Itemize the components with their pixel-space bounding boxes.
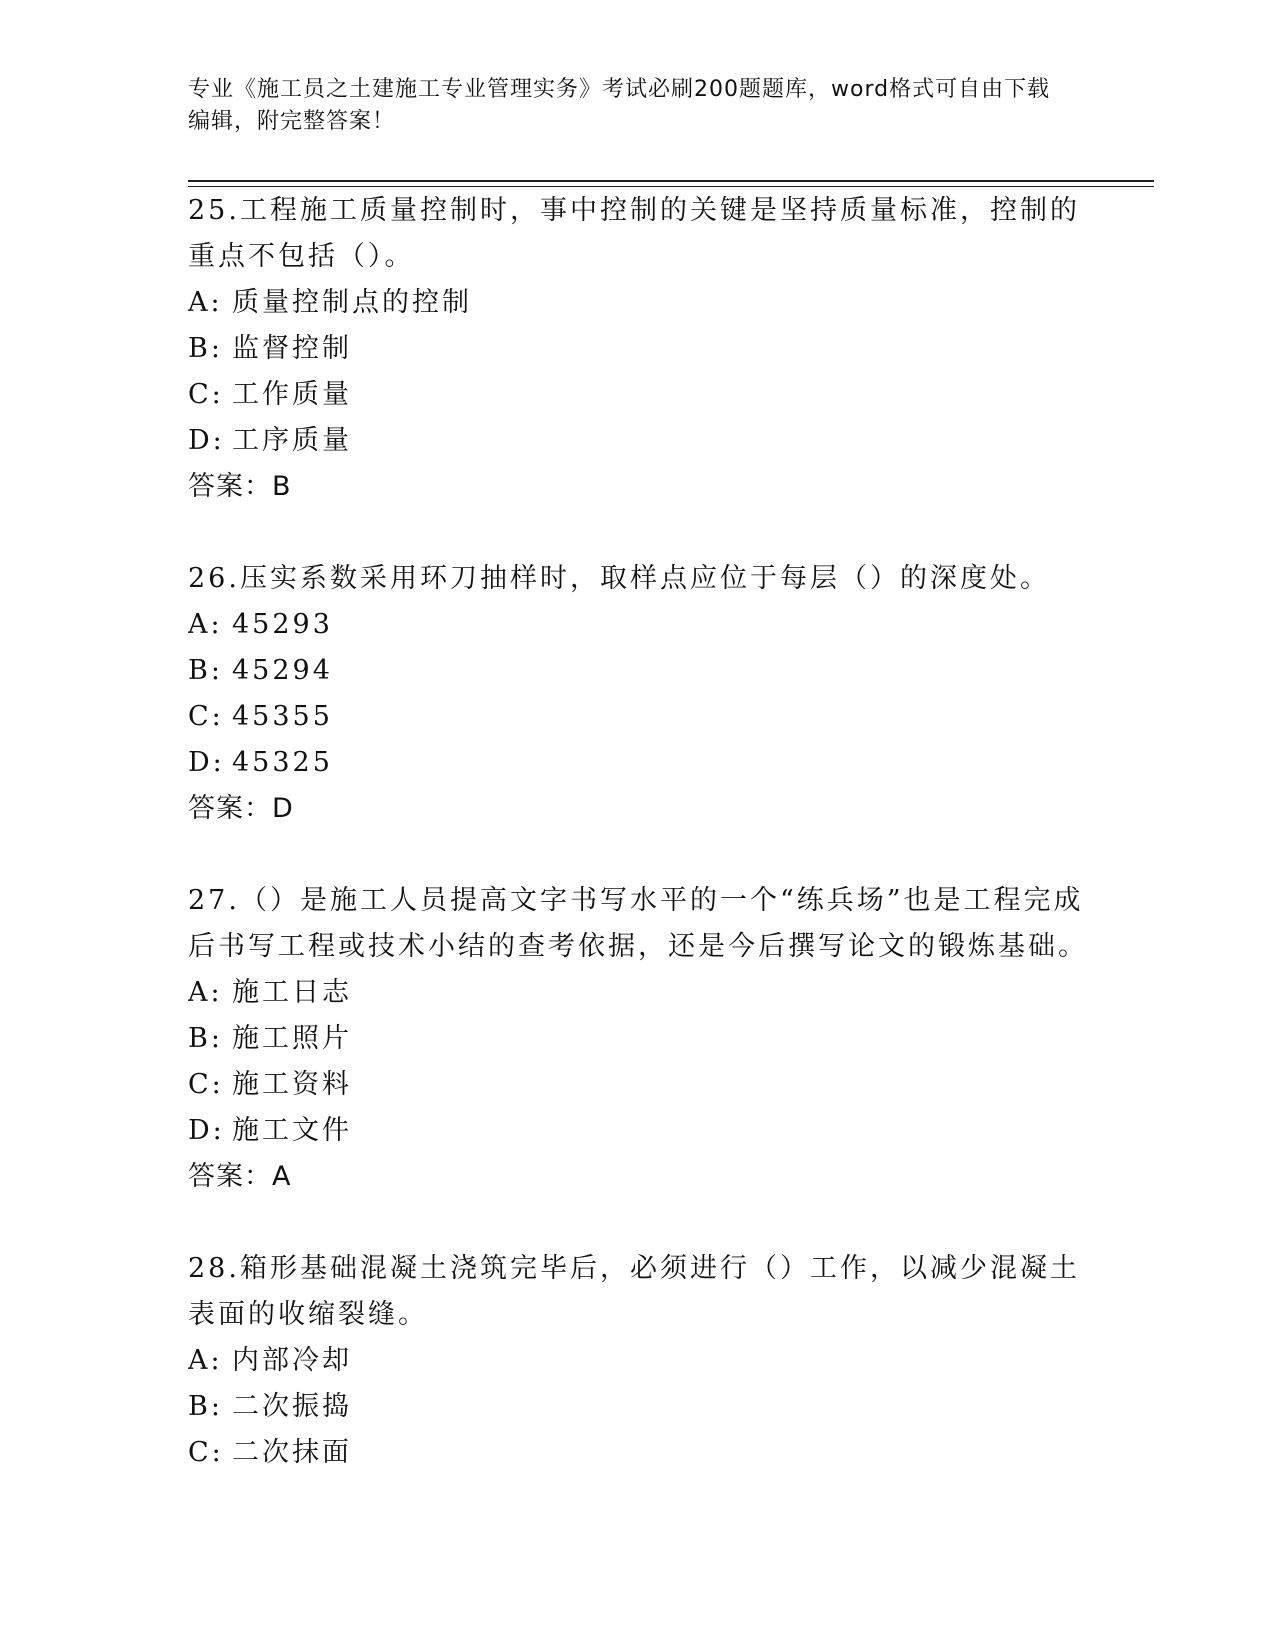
option-a: [188, 602, 1088, 648]
option-d: [188, 1108, 1088, 1154]
option-d: [188, 740, 1088, 786]
option-letter: A:: [188, 609, 223, 640]
option-letter: D:: [188, 425, 225, 456]
question-stem: 25.工程施工质量控制时，事中控制的关键是坚持质量标准，控制的重点不包括（）。: [188, 195, 1080, 272]
question-list: [188, 188, 1088, 1522]
question-stem: 27.（）是施工人员提高文字书写水平的一个“练兵场”也是工程完成后书写工程或技术小结的查考依据，还是今后撰写论文的锻炼基础。: [188, 885, 1088, 962]
answer-line: 答案：A: [188, 1161, 292, 1192]
option-letter: C:: [188, 1437, 224, 1468]
option-b: [188, 1016, 1088, 1062]
question-27: [188, 878, 1088, 1200]
option-c: [188, 1062, 1088, 1108]
option-text: 质量控制点的控制: [232, 287, 472, 318]
option-text: 监督控制: [232, 333, 352, 364]
option-a: [188, 970, 1088, 1016]
option-text: 内部冷却: [232, 1345, 352, 1376]
option-letter: A:: [188, 287, 223, 318]
option-b: [188, 1384, 1088, 1430]
header-rule-thick: [188, 180, 1154, 182]
option-d: [188, 418, 1088, 464]
option-text: 工作质量: [232, 379, 352, 410]
option-letter: A:: [188, 977, 223, 1008]
question-28: [188, 1246, 1088, 1476]
document-header: 专业《施工员之土建施工专业管理实务》考试必刷200题题库，word格式可自由下载编辑，附完整答案！: [188, 77, 1051, 134]
option-c: [188, 694, 1088, 740]
option-text: 施工日志: [232, 977, 352, 1008]
question-26: [188, 556, 1088, 832]
option-b: [188, 326, 1088, 372]
option-letter: D:: [188, 1115, 225, 1146]
option-a: [188, 1338, 1088, 1384]
option-c: [188, 372, 1088, 418]
option-letter: C:: [188, 701, 224, 732]
answer-line: 答案：D: [188, 793, 294, 824]
option-letter: B:: [188, 1023, 223, 1054]
option-letter: C:: [188, 1069, 224, 1100]
option-text: 二次抹面: [232, 1437, 352, 1468]
option-text: 施工资料: [232, 1069, 352, 1100]
option-text: 45293: [232, 609, 333, 640]
option-letter: B:: [188, 655, 223, 686]
option-text: 45294: [232, 655, 333, 686]
option-letter: D:: [188, 747, 225, 778]
answer-line: 答案：B: [188, 471, 292, 502]
question-stem: 28.箱形基础混凝土浇筑完毕后，必须进行（）工作，以减少混凝土表面的收缩裂缝。: [188, 1253, 1080, 1330]
header-rule-thin: [188, 186, 1154, 187]
option-text: 45325: [232, 747, 333, 778]
option-text: 45355: [232, 701, 333, 732]
question-25: [188, 188, 1088, 510]
option-text: 二次振捣: [232, 1391, 352, 1422]
option-b: [188, 648, 1088, 694]
question-stem: 26.压实系数采用环刀抽样时，取样点应位于每层（）的深度处。: [188, 563, 1050, 594]
option-text: 工序质量: [232, 425, 352, 456]
option-c: [188, 1430, 1088, 1476]
option-letter: B:: [188, 1391, 223, 1422]
option-letter: C:: [188, 379, 224, 410]
option-letter: A:: [188, 1345, 223, 1376]
option-text: 施工照片: [232, 1023, 352, 1054]
option-text: 施工文件: [232, 1115, 352, 1146]
option-a: [188, 280, 1088, 326]
option-letter: B:: [188, 333, 223, 364]
